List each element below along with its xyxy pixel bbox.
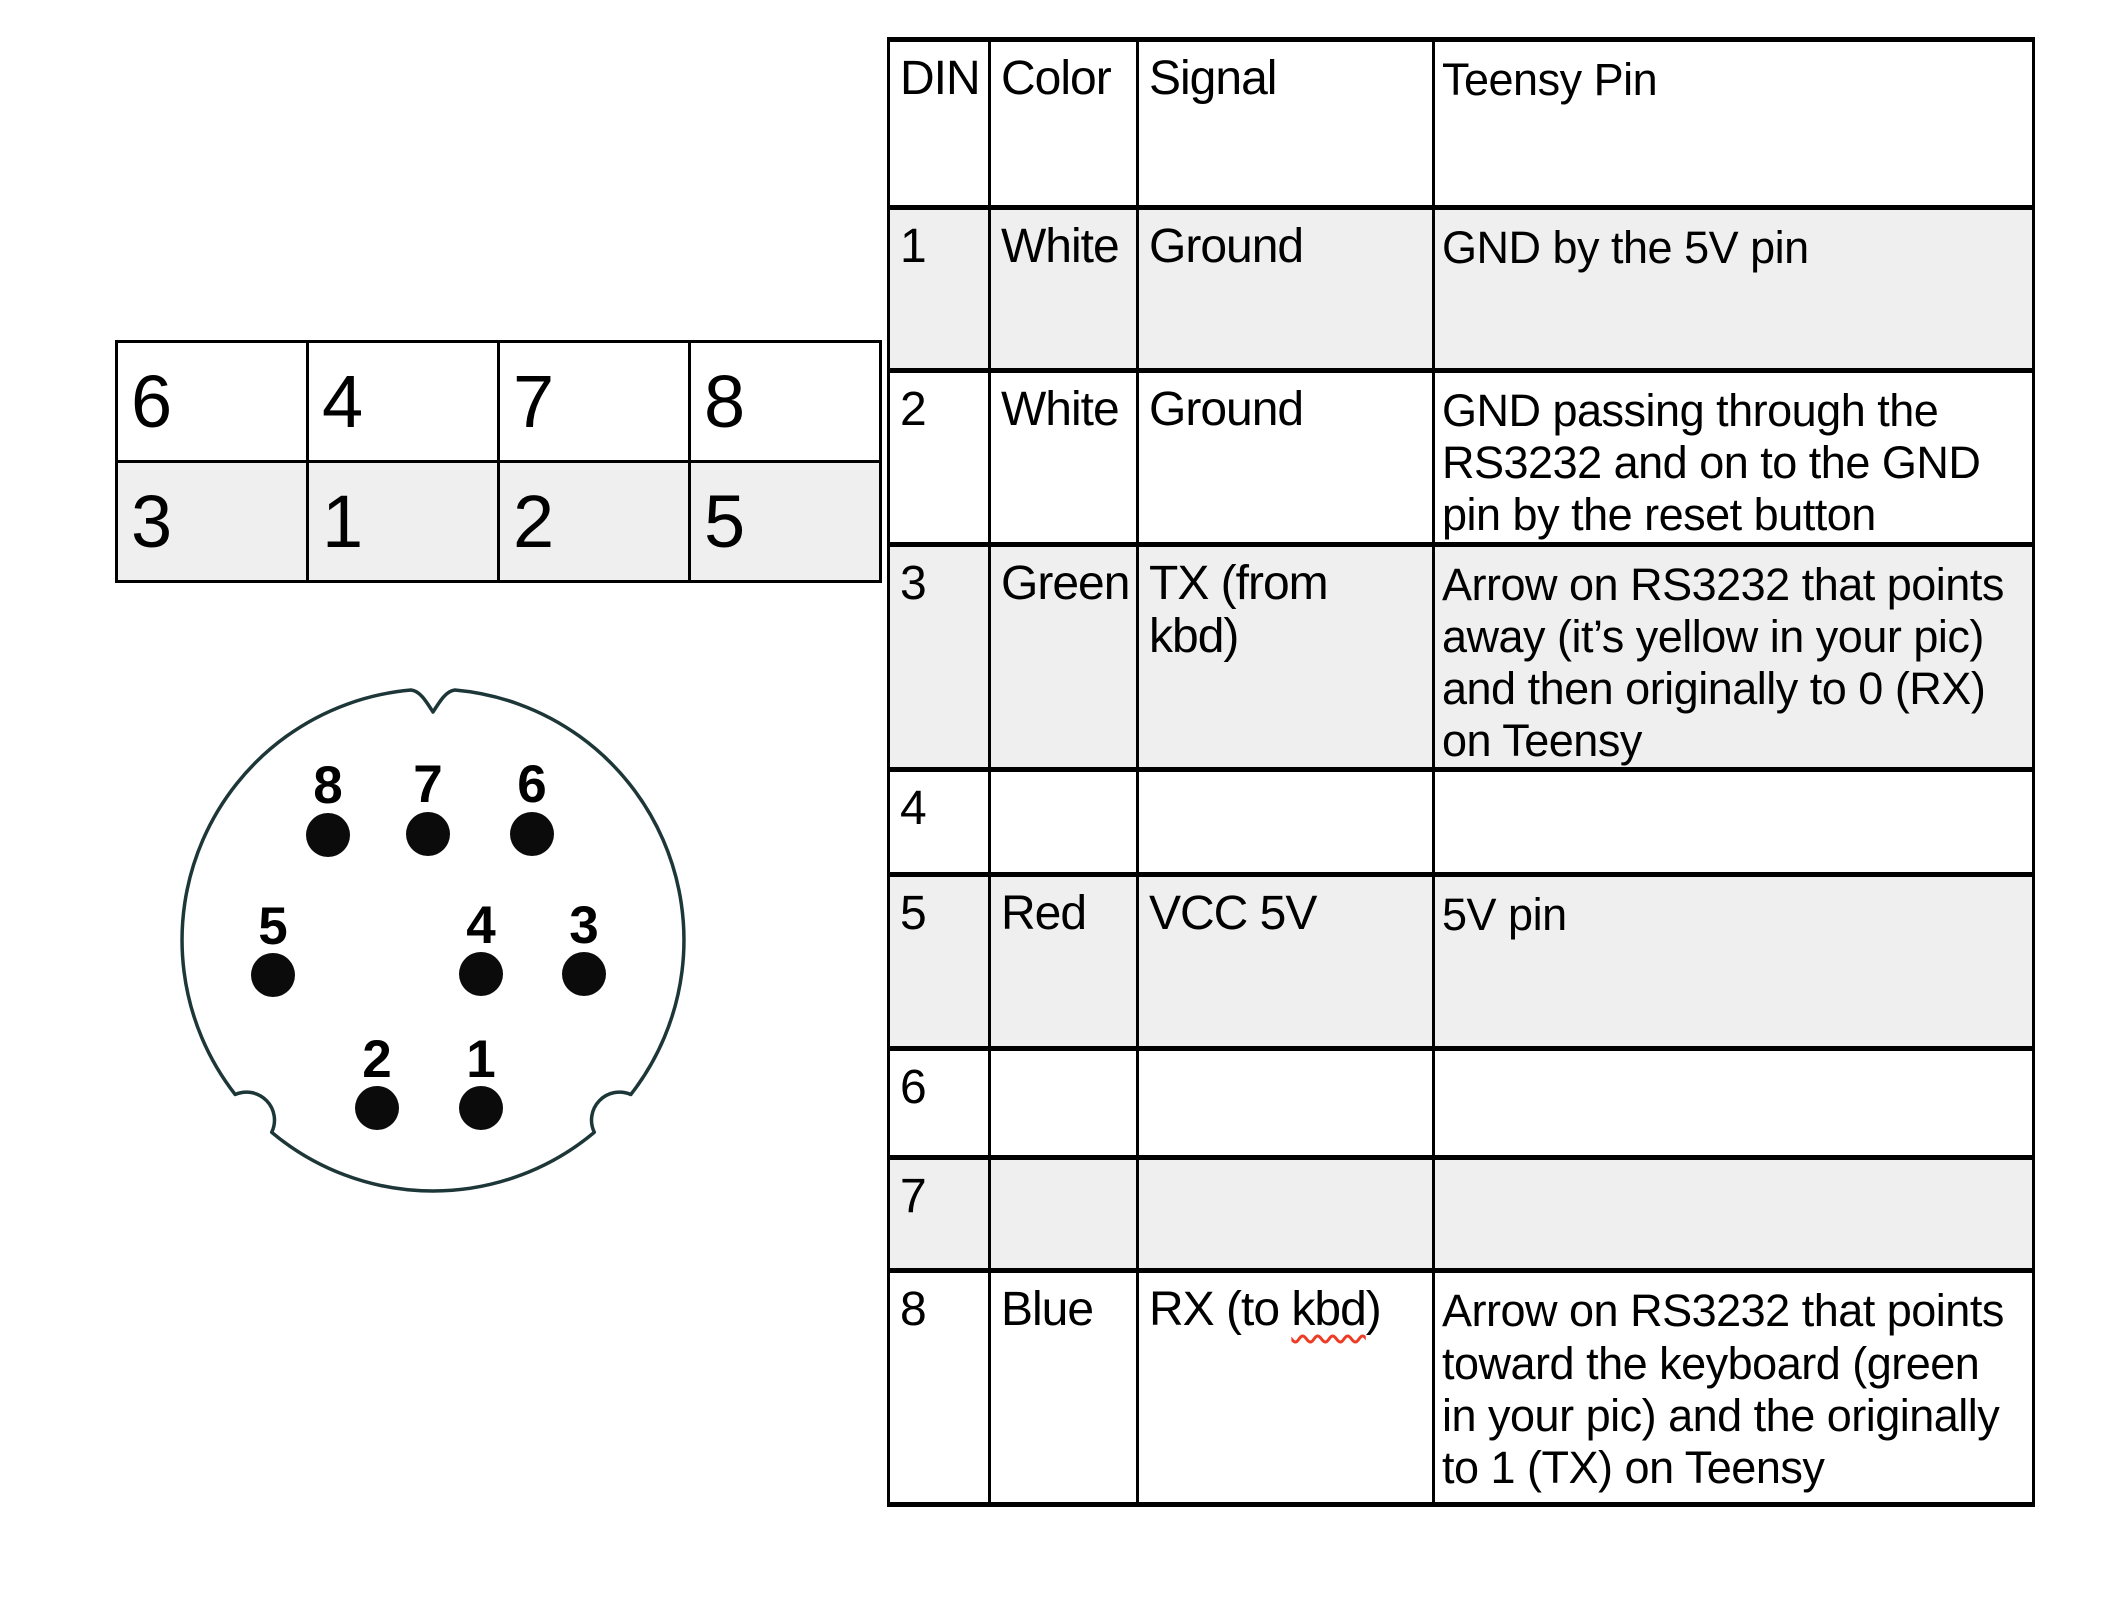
table-row [889,371,2034,545]
cell-color [990,1158,1138,1271]
pin-label: 7 [413,755,443,814]
pin-dot-8 [306,813,350,857]
table-row [889,1049,2034,1158]
cell-color: White [990,371,1138,545]
signal-text: RX (to [1149,1283,1292,1337]
header-signal: Signal [1138,40,1434,208]
signal-text: ) [1365,1283,1381,1337]
cell-color: White [990,208,1138,371]
cell-din: 2 [889,371,990,545]
grid-cell: 1 [308,462,499,582]
table-row [889,770,2034,875]
cell-signal: TX (from kbd) [1138,544,1434,770]
pin-dot-4 [459,952,503,996]
din-connector-diagram [168,672,702,1210]
cell-color: Red [990,875,1138,1049]
pin-layout-row-top [117,342,881,462]
cell-teensy [1434,1049,2034,1158]
cell-din: 4 [889,770,990,875]
grid-cell: 2 [499,462,690,582]
pin-label: 5 [258,897,288,956]
pin-label: 6 [517,755,547,814]
pin-label: 2 [362,1030,392,1089]
cell-signal [1138,770,1434,875]
pin-dot-1 [459,1086,503,1130]
cell-color: Blue [990,1271,1138,1505]
cell-teensy: Arrow on RS3232 that points away (it’s yellow in your pic) and then originally to 0 (RX) on Teensy [1434,544,2034,770]
pin-label: 3 [569,896,599,955]
header-teensy-pin: Teensy Pin [1434,40,2034,208]
cell-signal: Ground [1138,371,1434,545]
cell-color [990,770,1138,875]
grid-cell: 8 [690,342,881,462]
cell-signal: Ground [1138,208,1434,371]
grid-cell: 4 [308,342,499,462]
pin-dot-3 [562,952,606,996]
cell-signal [1138,1049,1434,1158]
cell-signal: VCC 5V [1138,875,1434,1049]
wiring-table [887,37,2035,1507]
header-din: DIN [889,40,990,208]
grid-cell: 6 [117,342,308,462]
wiring-header-row [889,40,2034,208]
cell-color [990,1049,1138,1158]
table-row [889,1158,2034,1271]
cell-din: 7 [889,1158,990,1271]
cell-din: 1 [889,208,990,371]
cell-color: Green [990,544,1138,770]
table-row [889,1271,2034,1505]
pin-layout-row-bottom [117,462,881,582]
cell-teensy [1434,770,2034,875]
pin-label: 1 [466,1030,496,1089]
table-row [889,544,2034,770]
grid-cell: 5 [690,462,881,582]
cell-teensy: GND passing through the RS3232 and on to the GND pin by the reset button [1434,371,2034,545]
table-row [889,208,2034,371]
cell-din: 8 [889,1271,990,1505]
cell-signal [1138,1158,1434,1271]
pin-label: 4 [466,896,496,955]
pin-dot-6 [510,812,554,856]
pin-label: 8 [313,756,343,815]
cell-din: 5 [889,875,990,1049]
header-color: Color [990,40,1138,208]
cell-din: 3 [889,544,990,770]
cell-signal [1138,1271,1434,1505]
cell-teensy [1434,1158,2034,1271]
pin-dot-2 [355,1086,399,1130]
misspelled-word: kbd [1291,1283,1366,1337]
pin-dot-5 [251,953,295,997]
cell-din: 6 [889,1049,990,1158]
grid-cell: 7 [499,342,690,462]
table-row [889,875,2034,1049]
grid-cell: 3 [117,462,308,582]
pin-layout-grid [115,340,882,583]
cell-teensy: 5V pin [1434,875,2034,1049]
pin-dot-7 [406,812,450,856]
cell-teensy: GND by the 5V pin [1434,208,2034,371]
cell-teensy: Arrow on RS3232 that points toward the keyboard (green in your pic) and the originally to 1 (TX) on Teensy [1434,1271,2034,1505]
